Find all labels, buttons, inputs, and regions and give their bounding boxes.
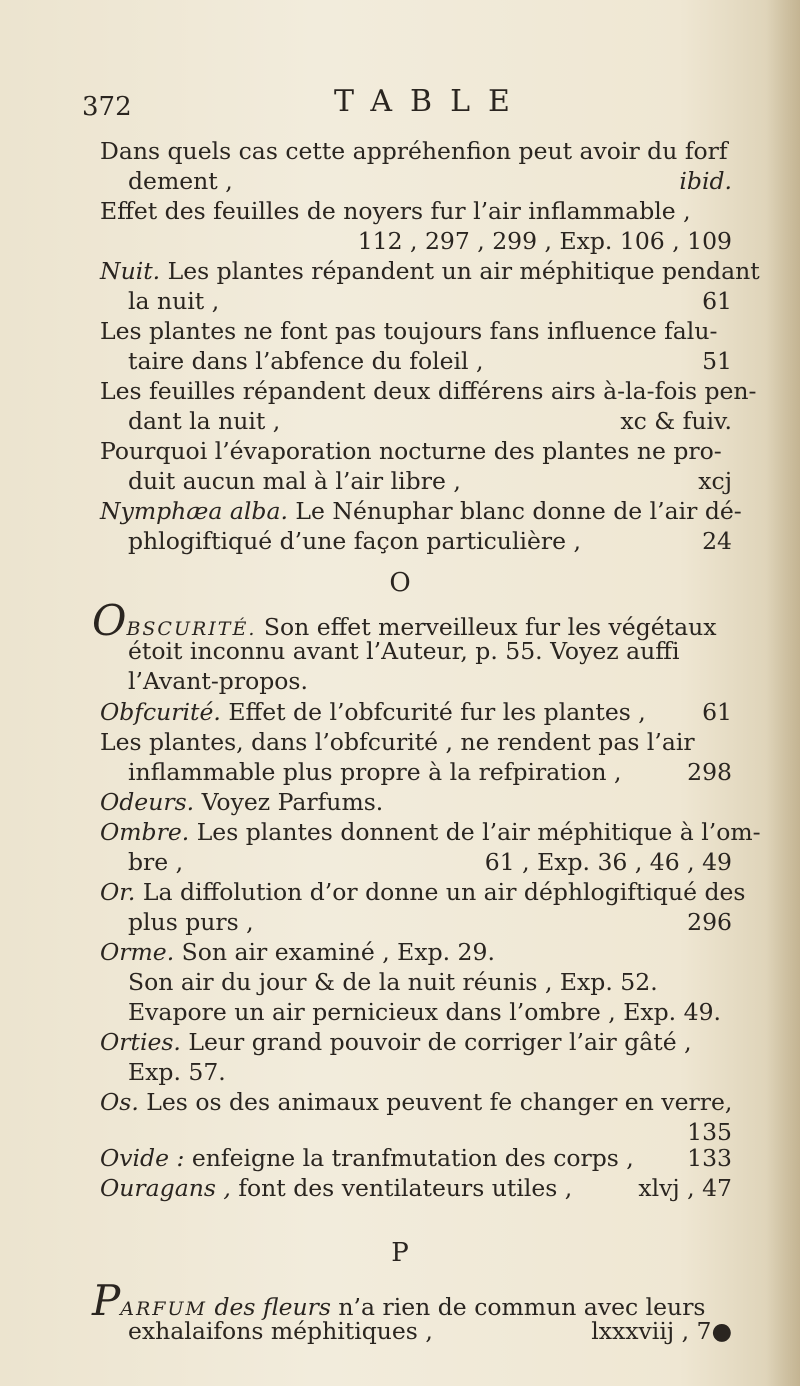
index-entry-nymphaea [100, 496, 742, 556]
entry-text: dement , [128, 167, 233, 195]
index-entry [100, 136, 732, 196]
entry-text: dant la nuit , [128, 407, 281, 435]
entry-keyword: Orties. [100, 1028, 181, 1056]
entry-text: l’Avant-propos. [128, 667, 308, 695]
page-reference: xc & fuiv. [620, 407, 732, 435]
entry-text: Son effet merveilleux fur les végétaux [263, 613, 717, 641]
index-entry [100, 376, 757, 436]
entry-text: Effet des feuilles de noyers fur l’air inflammable , [100, 197, 691, 225]
page-reference: 298 [687, 758, 732, 786]
page-reference: 61 [702, 287, 732, 315]
page-reference: xcj [698, 467, 732, 495]
index-entry-ovide [100, 1143, 732, 1173]
entry-keyword: Orme. [100, 938, 175, 966]
page-reference: 135 [687, 1118, 732, 1146]
entry-text: Les os des animaux peuvent fe changer en verre, [146, 1088, 733, 1116]
drop-cap: O [92, 596, 127, 645]
running-title: TABLE [334, 84, 528, 119]
entry-text: Le Nénuphar blanc donne de l’air dé- [295, 497, 742, 525]
index-entry-obscurite [92, 596, 732, 696]
page-reference: xlvj , 47 [638, 1174, 732, 1202]
page-reference: 24 [702, 527, 732, 555]
entry-text: Les plantes ne font pas toujours fans influence falu- [100, 317, 718, 345]
index-entry-nuit [100, 256, 760, 316]
entry-text: Dans quels cas cette appréhenfion peut avoir du forf [100, 137, 728, 165]
index-entry-or [100, 877, 746, 937]
page-reference: 133 [687, 1144, 732, 1172]
entry-keyword: Ovide : [100, 1144, 185, 1172]
entry-text: Pourquoi l’évaporation nocturne des plantes ne pro- [100, 437, 722, 465]
entry-text: Exp. 57. [128, 1058, 226, 1086]
entry-text: Voyez Parfums. [201, 788, 384, 816]
entry-keyword: ARFUM [120, 1298, 207, 1320]
entry-text: bre , [128, 848, 184, 876]
entry-text: Les plantes, dans l’obfcurité , ne rendent pas l’air [100, 728, 695, 756]
entry-keyword: Odeurs. [100, 788, 195, 816]
entry-text: inflammable plus propre à la refpiration , [128, 758, 622, 786]
entry-text: phlogiftiqué d’une façon particulière , [128, 527, 581, 555]
index-entry-ombre [100, 817, 761, 877]
section-letter-o: O [389, 568, 411, 598]
entry-text: Les plantes répandent un air méphitique pendant [167, 257, 760, 285]
entry-text: font des ventilateurs utiles , [238, 1174, 573, 1202]
page-edge-shadow [766, 0, 800, 1386]
entry-keyword: Obfcurité. [100, 698, 221, 726]
entry-keyword: Os. [100, 1088, 139, 1116]
index-entry-os [100, 1087, 732, 1147]
index-entry-ouragans [100, 1173, 732, 1203]
page-reference: 112 , 297 , 299 , Exp. 106 , 109 [357, 227, 732, 255]
page-reference: ibid. [679, 167, 732, 195]
page-reference: lxxxviij , 7● [591, 1317, 732, 1345]
entry-text: duit aucun mal à l’air libre , [128, 467, 461, 495]
index-entry [100, 196, 732, 256]
page-reference: 61 , Exp. 36 , 46 , 49 [484, 848, 732, 876]
entry-keyword: Ouragans , [100, 1174, 231, 1202]
drop-cap: P [92, 1276, 121, 1325]
entry-text: Les plantes donnent de l’air méphitique à l’om- [196, 818, 761, 846]
entry-keyword: Or. [100, 878, 136, 906]
entry-text: Evapore un air pernicieux dans l’ombre , Exp. 49. [128, 998, 721, 1026]
section-letter-p: P [391, 1238, 409, 1268]
page-reference: 296 [687, 908, 732, 936]
entry-text: plus purs , [128, 908, 254, 936]
entry-keyword: Ombre. [100, 818, 190, 846]
entry-text: Effet de l’obfcurité fur les plantes , [228, 698, 646, 726]
entry-text: la nuit , [128, 287, 220, 315]
index-entry-orme [100, 937, 732, 1027]
index-entry-obfcurite [100, 697, 732, 727]
index-entry-orties [100, 1027, 732, 1087]
entry-keyword: BSCURITÉ. [126, 618, 257, 640]
index-entry [100, 316, 732, 376]
entry-text: enfeigne la tranfmutation des corps , [191, 1144, 634, 1172]
entry-keyword: Nymphæa alba. [100, 497, 288, 525]
entry-keyword-italic: des fleurs [214, 1293, 331, 1321]
page-reference: 51 [702, 347, 732, 375]
entry-text: Son air examiné , Exp. 29. [181, 938, 495, 966]
page-reference: 61 [702, 698, 732, 726]
entry-text: La diffolution d’or donne un air déphlogiftiqué des [142, 878, 746, 906]
entry-text: Leur grand pouvoir de corriger l’air gâté , [188, 1028, 692, 1056]
entry-text: n’a rien de commun avec leurs [338, 1293, 706, 1321]
index-entry-odeurs [100, 787, 732, 817]
entry-text: taire dans l’abfence du foleil , [128, 347, 484, 375]
entry-text: Son air du jour & de la nuit réunis , Exp. 52. [128, 968, 658, 996]
index-entry [100, 727, 732, 787]
index-entry-parfum [92, 1276, 732, 1346]
running-header [82, 84, 722, 124]
page-number: 372 [82, 92, 132, 122]
entry-text: étoit inconnu avant l’Auteur, p. 55. Voyez auffi [128, 637, 680, 665]
entry-keyword: Nuit. [100, 257, 161, 285]
index-entry [100, 436, 732, 496]
entry-text: exhalaifons méphitiques , [128, 1317, 433, 1345]
entry-text: Les feuilles répandent deux différens airs à-la-fois pen- [100, 377, 757, 405]
